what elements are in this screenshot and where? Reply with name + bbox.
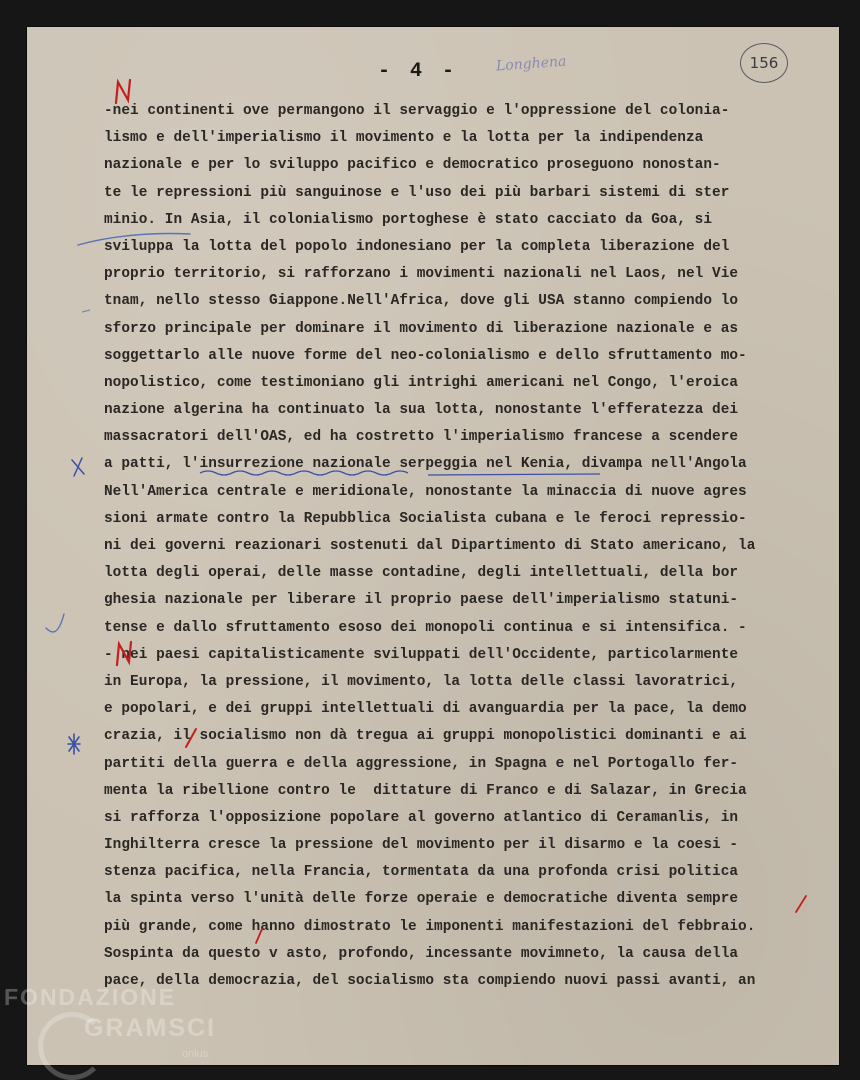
text-line: lotta degli operai, delle masse contadine, degli intellettuali, della bor bbox=[104, 565, 739, 582]
watermark-line-3: onlus bbox=[182, 1048, 209, 1060]
page-number: - 4 - bbox=[378, 60, 459, 83]
text-line: proprio territorio, si rafforzano i movimenti nazionali nel Laos, nel Vie bbox=[104, 266, 739, 283]
text-line: a patti, l'insurrezione nazionale serpeggia nel Kenia, divampa nell'Angola bbox=[104, 456, 747, 473]
text-line: pace, della democrazia, del socialismo sta compiendo nuovi passi avanti, an bbox=[104, 973, 756, 989]
archive-number: 156 bbox=[740, 43, 788, 83]
text-line: stenza pacifica, nella Francia, tormentata da una profonda crisi politica bbox=[104, 864, 739, 881]
text-line: Sospinta da questo v asto, profondo, incessante movimneto, la causa della bbox=[104, 945, 739, 962]
text-line: menta la ribellione contro le dittature di Franco e di Salazar, in Grecia bbox=[104, 782, 747, 799]
text-line: soggettarlo alle nuove forme del neo-colonialismo e dello sfruttamento mo- bbox=[104, 347, 747, 364]
text-line: Inghilterra cresce la pressione del movimento per il disarmo e la coesi - bbox=[104, 837, 739, 854]
text-line: sforzo principale per dominare il movimento di liberazione nazionale e as bbox=[104, 320, 739, 337]
text-line: in Europa, la pressione, il movimento, la lotta delle classi lavoratrici, bbox=[104, 673, 739, 690]
pencil-note: Longhena bbox=[495, 53, 567, 75]
text-line: nazionale e per lo sviluppo pacifico e democratico proseguono nonostan- bbox=[104, 157, 721, 174]
text-line: tnam, nello stesso Giappone.Nell'Africa, dove gli USA stanno compiendo lo bbox=[104, 293, 739, 310]
text-line: -nei continenti ove permangono il servaggio e l'oppressione del colonia- bbox=[104, 103, 730, 119]
typed-text-body bbox=[104, 98, 820, 995]
text-line: e popolari, e dei gruppi intellettuali di avanguardia per la pace, la demo bbox=[104, 701, 747, 718]
text-line: la spinta verso l'unità delle forze operaie e democratiche diventa sempre bbox=[104, 891, 739, 908]
text-line: te le repressioni più sanguinose e l'uso dei più barbari sistemi di ster bbox=[104, 184, 730, 201]
text-line: nopolistico, come testimoniano gli intrighi americani nel Congo, l'eroica bbox=[104, 374, 739, 391]
text-line: si rafforza l'opposizione popolare al governo atlantico di Ceramanlis, in bbox=[104, 809, 739, 826]
archive-watermark bbox=[4, 984, 244, 1080]
watermark-line-1: FONDAZIONE bbox=[4, 984, 177, 1010]
text-line: sioni armate contro la Repubblica Socialista cubana e le feroci repressio- bbox=[104, 510, 747, 527]
text-line: Nell'America centrale e meridionale, nonostante la minaccia di nuove agres bbox=[104, 483, 747, 500]
text-line: lismo e dell'imperialismo il movimento e la lotta per la indipendenza bbox=[104, 130, 704, 147]
text-line: ni dei governi reazionari sostenuti dal Dipartimento di Stato americano, la bbox=[104, 538, 756, 554]
text-line: massacratori dell'OAS, ed ha costretto l'imperialismo francese a scendere bbox=[104, 429, 739, 446]
text-line: ghesia nazionale per liberare il proprio paese dell'imperialismo statuni- bbox=[104, 592, 739, 609]
text-line: - nei paesi capitalisticamente sviluppati dell'Occidente, particolarmente bbox=[104, 646, 739, 663]
text-line: più grande, come hanno dimostrato le imponenti manifestazioni del febbraio. bbox=[104, 918, 756, 935]
watermark-line-2: GRAMSCI bbox=[84, 1014, 217, 1042]
text-line: sviluppa la lotta del popolo indonesiano per la completa liberazione del bbox=[104, 238, 730, 255]
text-line: tense e dallo sfruttamento esoso dei monopoli continua e si intensifica. - bbox=[104, 619, 747, 636]
text-line: nazione algerina ha continuato la sua lotta, nonostante l'efferatezza dei bbox=[104, 402, 739, 419]
text-line: minio. In Asia, il colonialismo portoghese è stato cacciato da Goa, si bbox=[104, 211, 713, 228]
text-line: partiti della guerra e della aggressione, in Spagna e nel Portogallo fer- bbox=[104, 755, 739, 772]
text-line: crazia, il socialismo non dà tregua ai gruppi monopolistici dominanti e ai bbox=[104, 728, 747, 745]
